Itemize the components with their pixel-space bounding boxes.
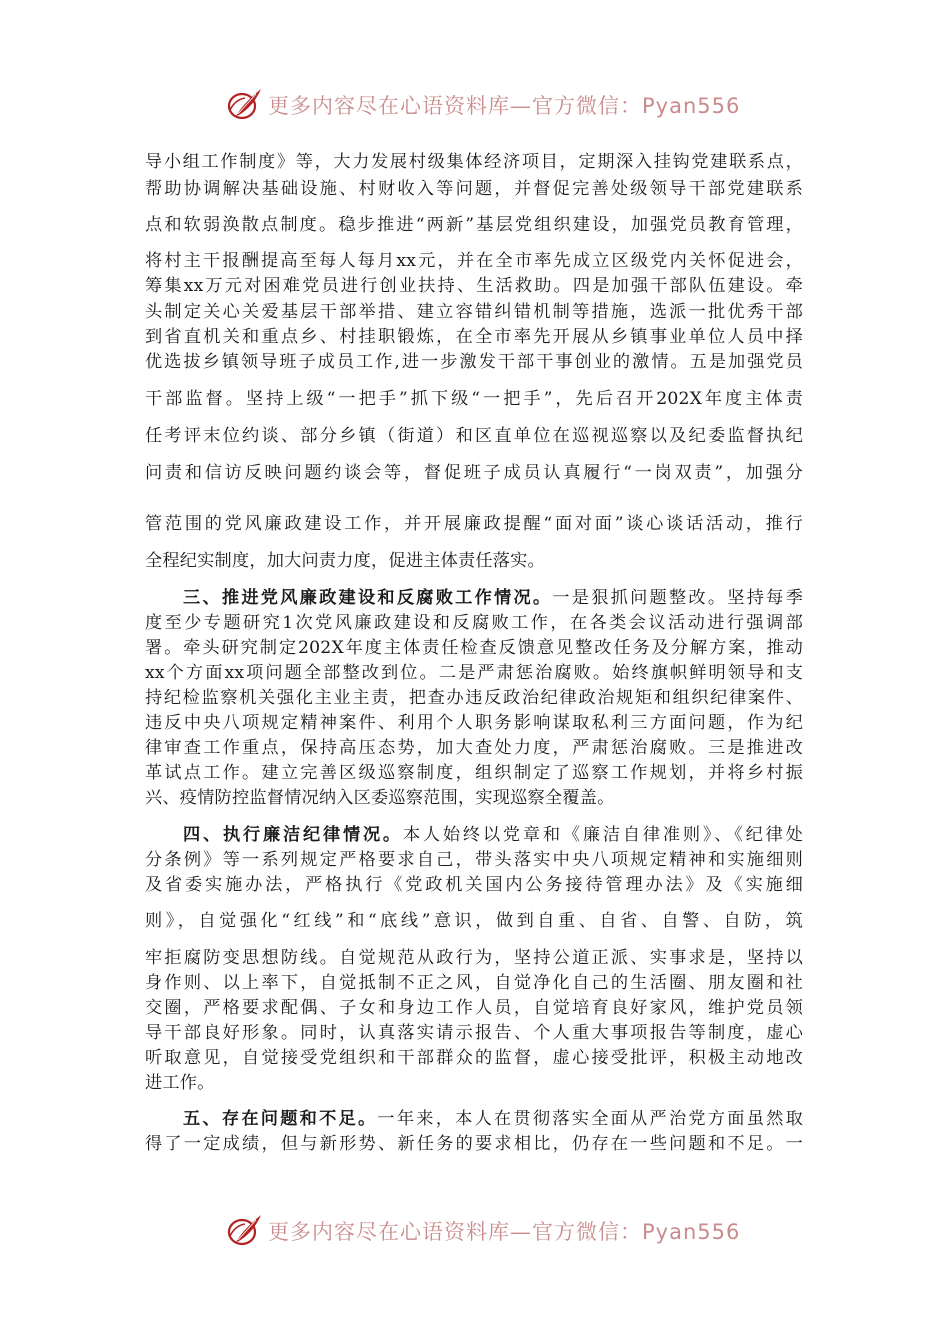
feather-logo-icon [226,86,264,122]
text-line: 则》，自觉强化“红线”和“底线”意识，做到自重、自省、自警、自防，筑 [145,911,803,931]
text-line: 革试点工作。建立完善区级巡察制度，组织制定了巡察工作规划，并将乡村振 [145,763,803,783]
section-heading-5: 五、存在问题和不足。 [183,1109,378,1129]
footer-watermark [0,1208,950,1252]
paragraph-first-line [183,820,803,845]
text-line: 律审查工作重点，保持高压态势，加大查处力度，严肃惩治腐败。三是推进改 [145,738,803,758]
text-line: 署。牵头研究制定202X年度主体责任检查反馈意见整改任务及分解方案，推动 [145,638,803,658]
watermark-text [268,1216,740,1246]
text-line: 牢拒腐防变思想防线。自觉规范从政行为，坚持公道正派、实事求是，坚持以 [145,948,803,968]
feather-logo-icon [226,1212,264,1248]
text-line: 身作则、以上率下，自觉抵制不正之风，自觉净化自己的生活圈、朋友圈和社 [145,973,803,993]
text-line: 任考评末位约谈、部分乡镇（街道）和区直单位在巡视巡察以及纪委监督执纪 [145,426,803,446]
text-line: 听取意见，自觉接受党组织和干部群众的监督，虚心接受批评，积极主动地改 [145,1048,803,1068]
text-line: 导干部良好形象。同时，认真落实请示报告、个人重大事项报告等制度，虚心 [145,1023,803,1043]
header-watermark [0,82,950,126]
text-run: 一年来，本人在贯彻落实全面从严治党方面虽然取 [377,1109,803,1129]
text-line: 问责和信访反映问题约谈会等，督促班子成员认真履行“一岗双责”，加强分 [145,463,803,483]
text-run: 一是狠抓问题整改。坚持每季 [552,588,803,608]
text-line: 干部监督。坚持上级“一把手”抓下级“一把手”，先后召开202X年度主体责 [145,389,803,409]
paragraph-first-line [183,1104,803,1129]
text-line: 违反中央八项规定精神案件、利用个人职务影响谋取私利三方面问题，作为纪 [145,713,803,733]
text-line: xx个方面xx项问题全部整改到位。二是严肃惩治腐败。始终旗帜鲜明领导和支 [145,663,803,683]
section-heading-3: 三、推进党风廉政建设和反腐败工作情况。 [183,588,553,608]
section-heading-4: 四、执行廉洁纪律情况。 [183,825,403,845]
text-line: 点和软弱涣散点制度。稳步推进“两新”基层党组织建设，加强党员教育管理， [145,215,803,235]
watermark-slogan: 更多内容尽在心语资料库—官方微信： [268,94,642,118]
watermark-slogan: 更多内容尽在心语资料库—官方微信： [268,1220,642,1244]
text-line: 筹集xx万元对困难党员进行创业扶持、生活救助。四是加强干部队伍建设。牵 [145,276,803,296]
watermark-text [268,90,740,120]
text-line: 头制定关心关爱基层干部举措、建立容错纠错机制等措施，选派一批优秀干部 [145,302,803,322]
text-run: 本人始终以党章和《廉洁自律准则》、《纪律处 [402,825,803,845]
wechat-id: Pyan556 [642,1220,741,1244]
text-line: 优选拔乡镇领导班子成员工作,进一步激发干部干事创业的激情。五是加强党员 [145,352,803,372]
text-line: 兴、疫情防控监督情况纳入区委巡察范围，实现巡察全覆盖。 [145,788,615,808]
text-line: 分条例》等一系列规定严格要求自己，带头落实中央八项规定精神和实施细则 [145,850,803,870]
text-line: 将村主干报酬提高至每人每月xx元，并在全市率先成立区级党内关怀促进会， [145,251,803,271]
text-line: 及省委实施办法，严格执行《党政机关国内公务接待管理办法》及《实施细 [145,875,803,895]
text-line: 度至少专题研究1次党风廉政建设和反腐败工作，在各类会议活动进行强调部 [145,613,803,633]
text-line: 全程纪实制度，加大问责力度，促进主体责任落实。 [145,551,545,571]
paragraph-first-line [183,583,803,608]
text-line: 帮助协调解决基础设施、村财收入等问题，并督促完善处级领导干部党建联系 [145,179,803,199]
text-line: 到省直机关和重点乡、村挂职锻炼，在全市率先开展从乡镇事业单位人员中择 [145,327,803,347]
text-line: 导小组工作制度》等，大力发展村级集体经济项目，定期深入挂钩党建联系点， [145,152,803,172]
text-line: 交圈，严格要求配偶、子女和身边工作人员，自觉培育良好家风，维护党员领 [145,998,803,1018]
text-line: 得了一定成绩，但与新形势、新任务的要求相比，仍存在一些问题和不足。一 [145,1134,803,1154]
text-line: 管范围的党风廉政建设工作，并开展廉政提醒“面对面”谈心谈话活动，推行 [145,514,803,534]
wechat-id: Pyan556 [642,94,741,118]
text-line: 持纪检监察机关强化主业主责，把查办违反政治纪律政治规矩和组织纪律案件、 [145,688,803,708]
text-line: 进工作。 [145,1073,215,1093]
